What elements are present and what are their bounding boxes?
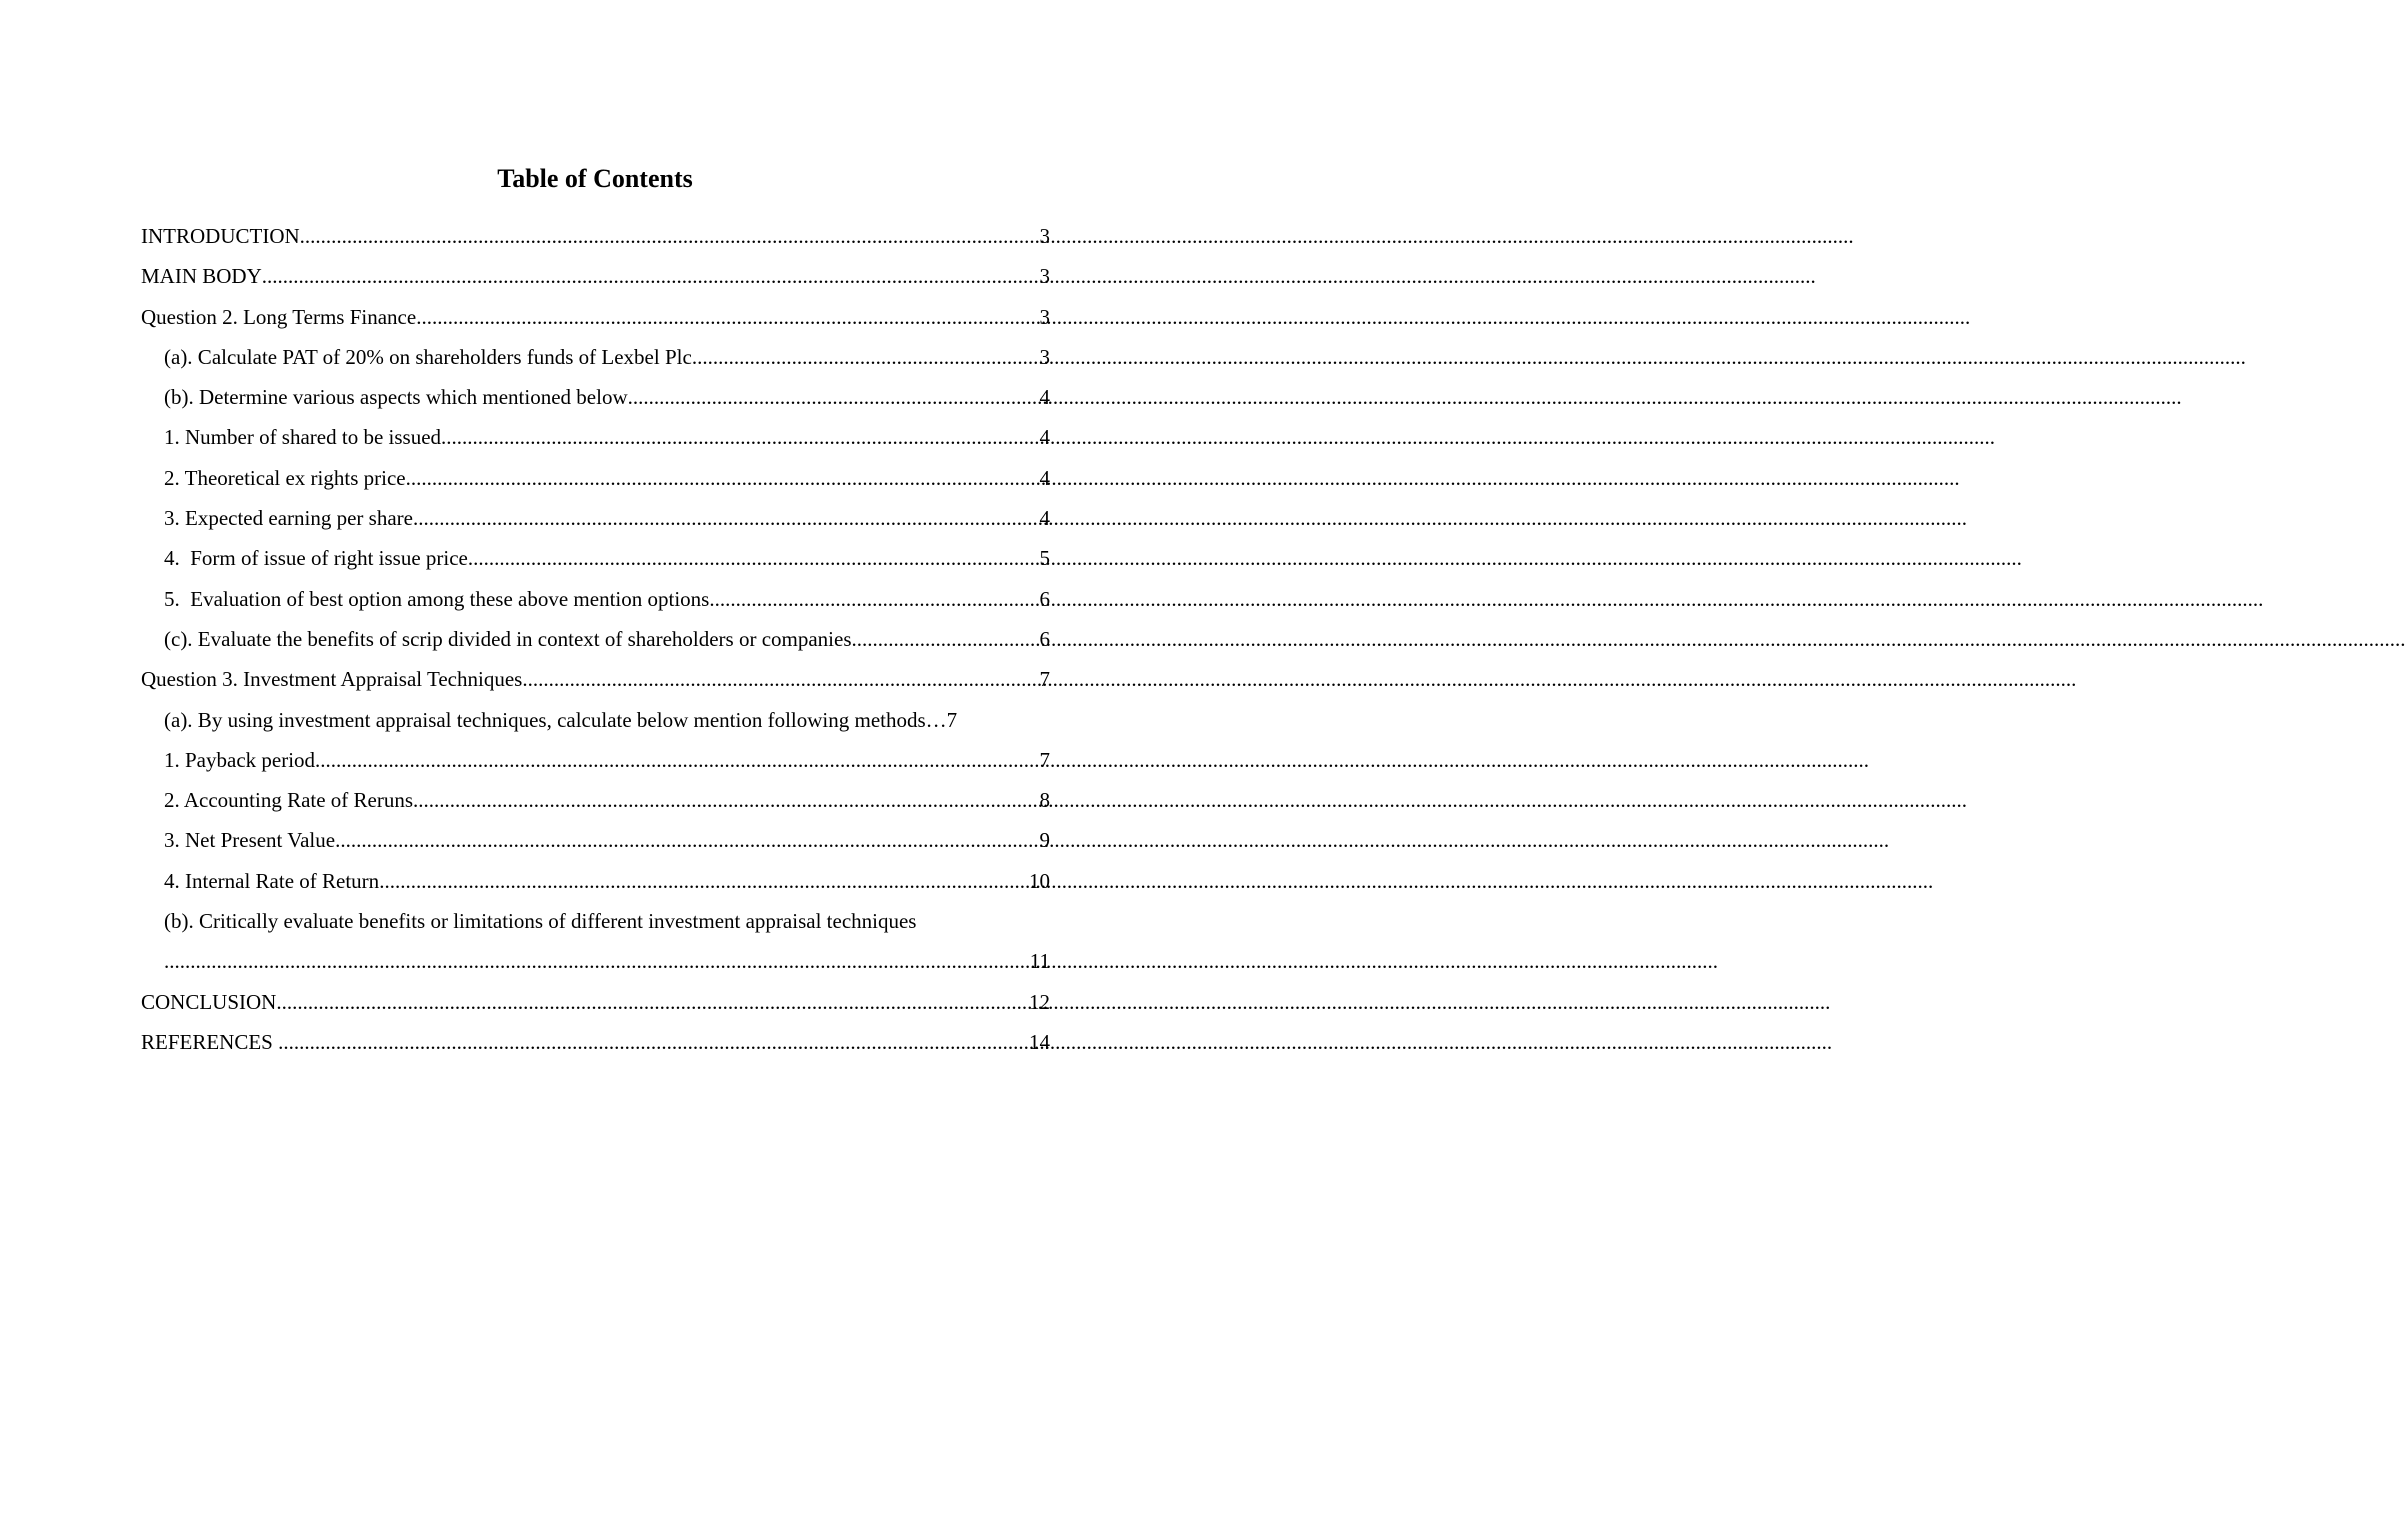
toc-page-number: 9 [1039, 828, 1050, 853]
toc-dot-leader [441, 417, 1039, 457]
toc-list [141, 216, 1050, 1062]
toc-entry-q3-b[interactable] [141, 901, 1050, 982]
toc-entry-q3-a[interactable] [141, 700, 1050, 740]
toc-dot-leader [278, 1022, 1029, 1062]
toc-dot-leader [413, 498, 1040, 538]
toc-title: Table of Contents [497, 164, 693, 193]
toc-entry-introduction[interactable] [141, 216, 1050, 256]
toc-page-number: 3 [1039, 224, 1050, 248]
toc-entry-question-3[interactable] [141, 659, 1050, 699]
toc-page-number: 3 [1039, 344, 1050, 369]
toc-entry-q3-a-4[interactable] [141, 861, 1050, 901]
toc-page-number: 4 [1039, 506, 1050, 531]
toc-entry-text: 3. Net Present Value [164, 828, 336, 853]
toc-entry-q3-a-1[interactable] [141, 740, 1050, 780]
toc-page-number: 8 [1039, 788, 1050, 813]
toc-page-number: 7 [1039, 747, 1050, 772]
toc-entry-text: 4. Internal Rate of Return [164, 868, 380, 893]
toc-dot-leader [852, 619, 1040, 659]
toc-entry-text: 5. Evaluation of best option among these above mention options [164, 586, 710, 611]
toc-entry-conclusion[interactable] [141, 982, 1050, 1022]
toc-entry-leader-line [164, 941, 1050, 981]
toc-entry-text: INTRODUCTION [141, 224, 300, 248]
toc-entry-text: MAIN BODY [141, 264, 262, 289]
toc-page-number: 10 [1029, 868, 1050, 893]
toc-dot-leader [262, 256, 1040, 296]
toc-entry-text: 3. Expected earning per share [164, 506, 413, 531]
toc-page-number: 4 [1039, 465, 1050, 490]
toc-entry-references[interactable] [141, 1022, 1050, 1062]
toc-page-number: 14 [1029, 1029, 1050, 1054]
toc-entry-q3-a-2[interactable] [141, 780, 1050, 820]
toc-entry-text: (b). Critically evaluate benefits or limitations of different investment appraisal techniques [164, 909, 917, 934]
toc-page-number: 7 [1039, 667, 1050, 692]
toc-entry-q2-c[interactable] [141, 619, 1050, 659]
toc-entry-q2-b[interactable] [141, 377, 1050, 417]
toc-page-number: 11 [1029, 949, 1050, 974]
toc-dot-leader [692, 337, 1040, 377]
toc-dot-leader [276, 982, 1029, 1022]
toc-dot-leader [709, 579, 1039, 619]
toc-entry-q2-b-5[interactable] [141, 579, 1050, 619]
toc-entry-q2-b-1[interactable] [141, 417, 1050, 457]
toc-dot-leader [164, 941, 1030, 981]
toc-entry-text: (a). Calculate PAT of 20% on shareholders funds of Lexbel Plc [164, 344, 692, 369]
toc-entry-q2-b-2[interactable] [141, 458, 1050, 498]
toc-dot-leader [335, 820, 1039, 860]
toc-entry-text: 2. Accounting Rate of Reruns [164, 788, 414, 813]
toc-entry-text: REFERENCES [141, 1029, 279, 1054]
toc-dot-leader [416, 297, 1039, 337]
toc-page-number: 3 [1039, 264, 1050, 289]
toc-entry-main-body[interactable] [141, 256, 1050, 296]
toc-entry-text: Question 2. Long Terms Finance [141, 304, 417, 329]
toc-entry-text: (c). Evaluate the benefits of scrip divided in context of shareholders or companies [164, 626, 852, 651]
toc-entry-text: (b). Determine various aspects which mentioned below [164, 385, 628, 410]
toc-dot-leader [522, 659, 1039, 699]
toc-dot-leader [468, 538, 1040, 578]
toc-entry-text: 1. Payback period [164, 747, 316, 772]
toc-dot-leader [628, 377, 1040, 417]
toc-page-number: 12 [1029, 989, 1050, 1014]
toc-dot-leader [315, 740, 1039, 780]
toc-page-number: 6 [1039, 626, 1050, 651]
toc-entry-q2-b-4[interactable] [141, 538, 1050, 578]
toc-dot-leader [413, 780, 1039, 820]
toc-entry-text: 4. Form of issue of right issue price [164, 546, 468, 571]
toc-dot-leader [379, 861, 1029, 901]
document-page [0, 0, 1190, 1540]
toc-entry-q2-b-3[interactable] [141, 498, 1050, 538]
toc-entry-question-2[interactable] [141, 297, 1050, 337]
toc-entry-text: Question 3. Investment Appraisal Techniques [141, 667, 523, 692]
toc-page-number: 6 [1039, 586, 1050, 611]
toc-entry-q3-a-3[interactable] [141, 820, 1050, 860]
toc-entry-text: (a). By using investment appraisal techniques, calculate below mention following methods [164, 707, 926, 732]
toc-entry-text: 2. Theoretical ex rights price [164, 465, 406, 490]
toc-page-number: 5 [1039, 546, 1050, 571]
toc-entry-text: CONCLUSION [141, 989, 277, 1014]
toc-page-number: 4 [1039, 385, 1050, 410]
toc-page-number: 3 [1039, 304, 1050, 329]
toc-entry-q2-a[interactable] [141, 337, 1050, 377]
toc-dot-leader [300, 216, 1040, 256]
toc-entry-text: 1. Number of shared to be issued [164, 425, 442, 450]
toc-dot-leader: … [925, 707, 947, 732]
toc-page-number: 4 [1039, 425, 1050, 450]
toc-page-number: 7 [946, 707, 958, 732]
toc-dot-leader [406, 458, 1040, 498]
